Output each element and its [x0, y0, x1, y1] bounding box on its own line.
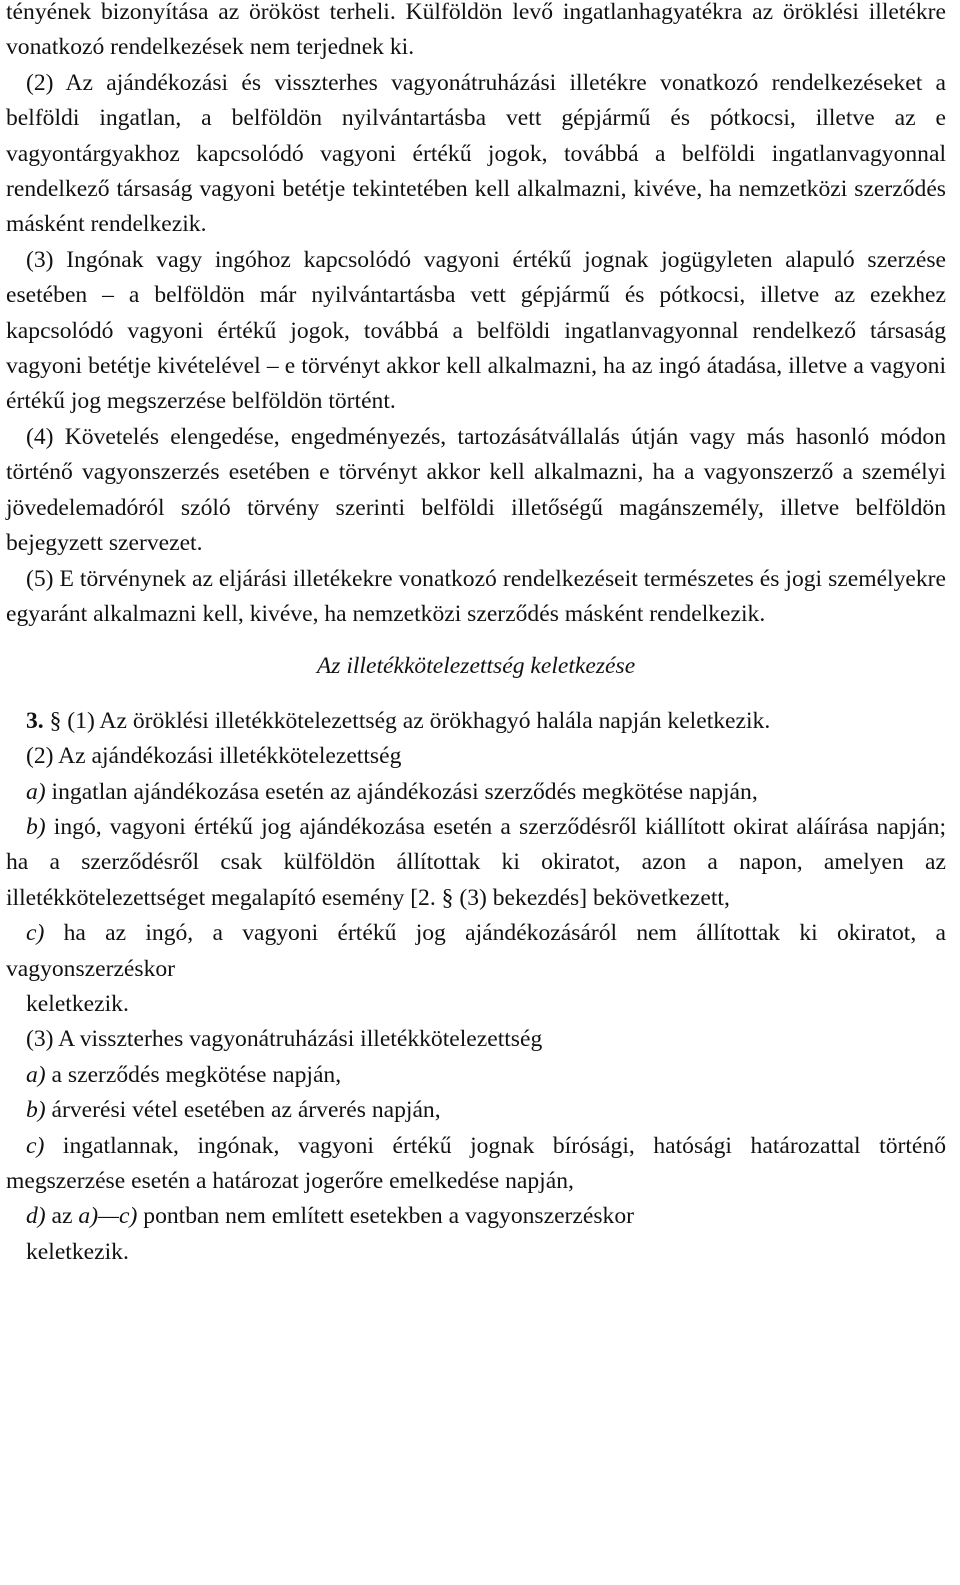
section-number: 3.: [26, 707, 44, 734]
point-text: pontban nem említett esetekben a vagyonszerzéskor: [137, 1203, 634, 1230]
paragraph-3: (3) Ingónak vagy ingóhoz kapcsolódó vagyoni értékű jognak jogügyleten alapuló szerzése esetében – a belföldön már nyilvántartásba vett gépjármű és pótkocsi, illetve az ezekhez kapcsolódó vagyoni értékű jogok, továbbá a belföldi ingatlanvagyonnal rendelkező társaság vagyoni betétje kivételével – e törvényt akkor kell alkalmazni, ha az ingó átadása, illetve a vagyoni értékű jog megszerzése belföldön történt.: [6, 246, 946, 415]
point-text: ingó, vagyoni értékű jog ajándékozása esetén a szerződésről kiállított okirat aláírása napján; ha a szerződésről csak külföldön állítottak ki okiratot, azon a napon, amelyen az illetékkötelezettséget megalapító esemény [2. § (3) bekezdés] bekövetkezett,: [6, 813, 946, 911]
point-text: ingatlannak, ingónak, vagyoni értékű jognak bírósági, hatósági határozattal történő megszerzése esetén a határozat jogerőre emelkedése napján,: [6, 1132, 946, 1194]
point-reference: a)—c): [78, 1203, 138, 1230]
point-text: az: [45, 1203, 79, 1230]
paragraph-5: (5) E törvénynek az eljárási illetékekre vonatkozó rendelkezéseit természetes és jogi személyekre egyaránt alkalmazni kell, kivéve, ha nemzetközi szerződés másként rendelkezik.: [6, 565, 946, 627]
point-label: c): [26, 1132, 45, 1159]
paragraph-2: (2) Az ajándékozási és visszterhes vagyonátruházási illetékre vonatkozó rendelkezéseket a belföldi ingatlan, a belföldön nyilvántartásba vett gépjármű és pótkocsi, illetve az e vagyontárgyakhoz kapcsolódó vagyoni értékű jogok, továbbá a belföldi ingatlanvagyonnal rendelkező társaság vagyoni betétje tekintetében kell alkalmazni, kivéve, ha nemzetközi szerződés másként rendelkezik.: [6, 69, 946, 238]
point-2b: [6, 810, 946, 916]
point-label: b): [26, 813, 46, 840]
point-label: b): [26, 1097, 46, 1124]
point-label: a): [26, 778, 46, 805]
section-3-paragraph-1: [6, 704, 946, 739]
point-2a: [6, 775, 946, 810]
paragraph-4: (4) Követelés elengedése, engedményezés, tartozásátvállalás útján vagy más hasonló módon történő vagyonszerzés esetében e törvényt akkor kell alkalmazni, ha a vagyonszerző a személyi jövedelemadóról szóló törvény szerinti belföldi illetőségű magánszemély, illetve belföldön bejegyzett szervezet.: [6, 423, 946, 557]
point-3b: [6, 1093, 946, 1128]
point-label: d): [26, 1203, 46, 1230]
section-heading: Az illetékkötelezettség keletkezése: [316, 653, 636, 680]
section-3-paragraph-2: (2) Az ajándékozási illetékkötelezettség: [26, 743, 402, 770]
section-3-paragraph-3: (3) A visszterhes vagyonátruházási illetékkötelezettség: [26, 1026, 543, 1053]
point-label: a): [26, 1061, 46, 1088]
paragraph-2-closing: keletkezik.: [26, 990, 129, 1017]
point-text: a szerződés megkötése napján,: [45, 1061, 342, 1088]
point-2c: [6, 916, 946, 987]
point-text: ha az ingó, a vagyoni értékű jog ajándékozásáról nem állítottak ki okiratot, a vagyonszerzéskor: [6, 920, 946, 982]
intro-paragraph: tényének bizonyítása az örököst terheli. Külföldön levő ingatlanhagyatékra az öröklési illetékre vonatkozó rendelkezések nem terjednek ki.: [6, 0, 946, 61]
paragraph-3-closing: keletkezik.: [26, 1238, 129, 1265]
point-text: ingatlan ajándékozása esetén az ajándékozási szerződés megkötése napján,: [45, 778, 758, 805]
section-3-p1-text: § (1) Az öröklési illetékkötelezettség az örökhagyó halála napján keletkezik.: [49, 707, 771, 734]
point-3d: [6, 1199, 946, 1234]
point-3a: [6, 1058, 946, 1093]
point-text: árverési vétel esetében az árverés napján,: [45, 1097, 441, 1124]
point-3c: [6, 1129, 946, 1200]
point-label: c): [26, 920, 45, 947]
